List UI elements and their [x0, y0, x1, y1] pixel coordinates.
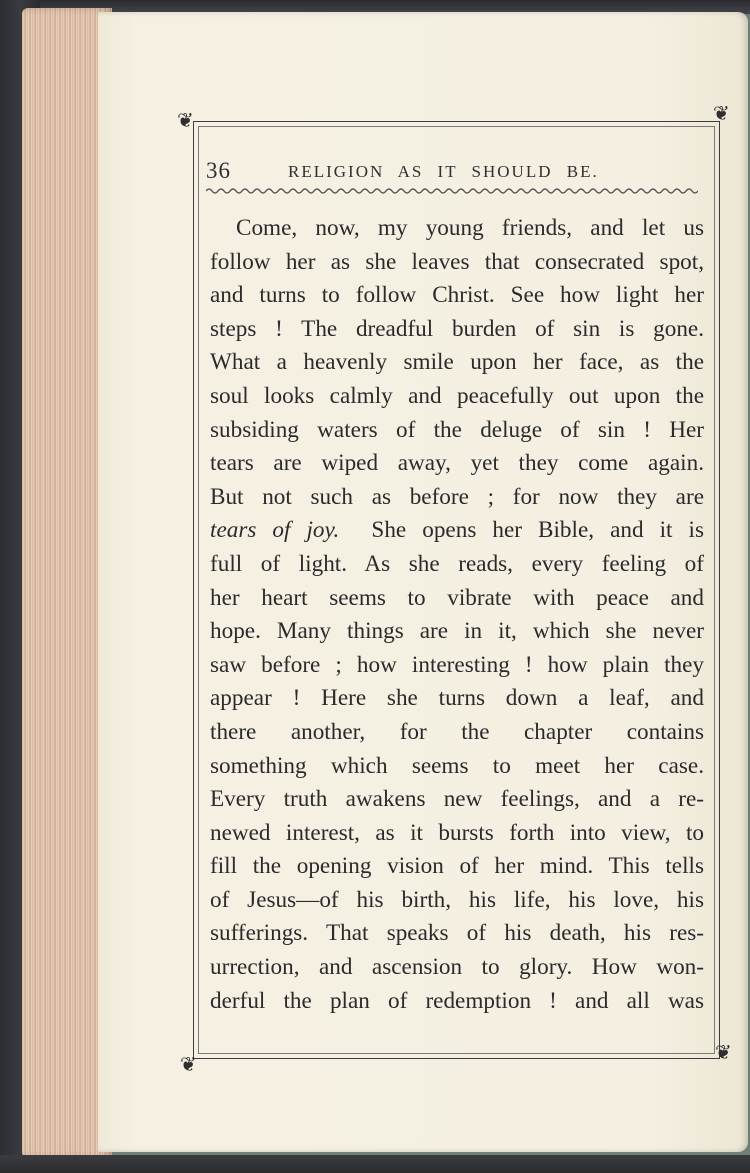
page-number: 36 — [206, 158, 231, 183]
text-line: fill the opening vision of her mind. This tells — [210, 853, 704, 880]
corner-ornament-icon: ❦ — [715, 1040, 732, 1064]
text-line: newed interest, as it bursts forth into view, to — [210, 819, 704, 846]
text-line: But not such as before ; for now they are — [210, 483, 704, 510]
wavy-rule — [206, 186, 698, 196]
text-line: her heart seems to vibrate with peace and — [210, 584, 704, 611]
italic-phrase: tears of joy. — [210, 517, 340, 544]
text-line: tears are wiped away, yet they come again. — [210, 450, 704, 477]
text-line-rest: She opens her Bible, and it is — [371, 517, 704, 544]
text-line: something which seems to meet her case. — [210, 752, 704, 779]
text-line: appear ! Here she turns down a leaf, and — [210, 685, 704, 712]
text-line: steps ! The dreadful burden of sin is gone. — [210, 315, 704, 342]
body-text — [210, 212, 704, 1018]
text-line-with-italic — [210, 514, 704, 548]
text-line: hope. Many things are in it, which she never — [210, 618, 704, 645]
corner-ornament-icon: ❦ — [180, 1052, 197, 1076]
text-line: subsiding waters of the deluge of sin ! Her — [210, 416, 704, 443]
text-line: soul looks calmly and peacefully out upon the — [210, 382, 704, 409]
text-line: there another, for the chapter contains — [210, 718, 704, 745]
text-line: of Jesus—of his birth, his life, his love, his — [210, 886, 704, 913]
text-line: saw before ; how interesting ! how plain they — [210, 651, 704, 678]
text-line: urrection, and ascension to glory. How won- — [210, 954, 704, 981]
text-line: What a heavenly smile upon her face, as the — [210, 349, 704, 376]
text-line: follow her as she leaves that consecrated spot, — [210, 248, 704, 275]
text-line: and turns to follow Christ. See how light her — [210, 282, 704, 309]
text-line: sufferings. That speaks of his death, his res- — [210, 920, 704, 947]
text-line: derful the plan of redemption ! and all was — [210, 987, 704, 1014]
text-line: full of light. As she reads, every feeling of — [210, 550, 704, 577]
corner-ornament-icon: ❦ — [177, 108, 194, 132]
corner-ornament-icon: ❦ — [713, 101, 730, 125]
book-cover-bottom-edge — [0, 1155, 750, 1173]
text-line: Come, now, my young friends, and let us — [236, 215, 704, 241]
text-line: Every truth awakens new feelings, and a re- — [210, 786, 704, 813]
running-head-title: RELIGION AS IT SHOULD BE. — [288, 162, 599, 181]
